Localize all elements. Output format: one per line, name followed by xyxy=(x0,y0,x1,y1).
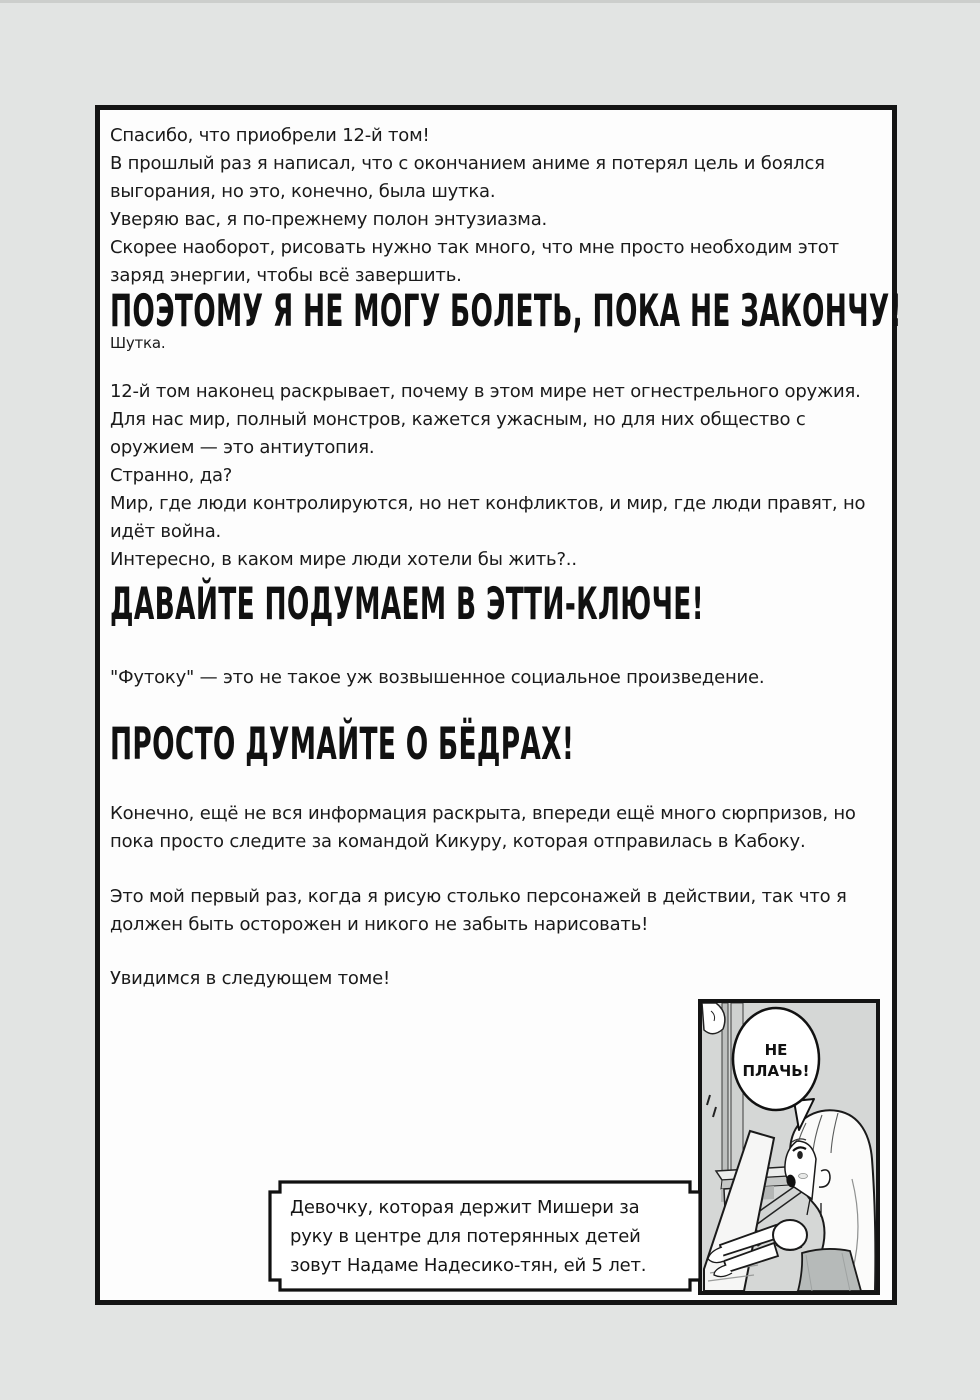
world-paragraphs xyxy=(110,378,890,574)
paragraph: Спасибо, что приобрели 12-й том! xyxy=(110,125,430,146)
paragraph: "Футоку" — это не такое уж возвышенное социальное произведение. xyxy=(110,667,765,688)
puff-sleeve xyxy=(773,1220,807,1250)
bubble-text-line2: ПЛАЧЬ! xyxy=(742,1062,810,1080)
heading-joke-note: Шутка. xyxy=(110,334,166,352)
paragraph: Это мой первый раз, когда я рисую столько персонажей в действии, так что я должен быть осторожен и никого не забыть нарисовать! xyxy=(110,886,847,935)
blush xyxy=(799,1173,808,1178)
paragraph: Увидимся в следующем томе! xyxy=(110,968,390,989)
heading-text: ПРОСТО ДУМАЙТЕ О БЁДРАХ! xyxy=(110,718,575,771)
afterword-content-box xyxy=(95,105,902,1305)
caption-text: Девочку, которая держит Мишери за руку в центре для потерянных детей зовут Надаме Надесико-тян, ей 5 лет. xyxy=(290,1197,647,1276)
paragraph: В прошлый раз я написал, что с окончанием аниме я потерял цель и боялся выгорания, но это, конечно, была шутка. xyxy=(110,153,825,202)
paragraph: Интересно, в каком мире люди хотели бы жить?.. xyxy=(110,549,577,570)
bubble-text-line1: НЕ xyxy=(764,1041,788,1059)
heading-no-sick xyxy=(110,285,980,338)
paragraph: Для нас мир, полный монстров, кажется ужасным, но для них общество с оружием — это антиутопия. xyxy=(110,409,806,458)
paragraph: Скорее наоборот, рисовать нужно так много, что мне просто необходим этот заряд энергии, чтобы всё завершить. xyxy=(110,237,839,286)
caption-box xyxy=(268,1180,702,1292)
spoiler-paragraph xyxy=(110,800,890,856)
manga-panel-art xyxy=(702,1003,876,1291)
heading-text: ПОЭТОМУ Я НЕ МОГУ БОЛЕТЬ, ПОКА НЕ ЗАКОНЧУ! xyxy=(110,285,902,338)
characters-paragraph xyxy=(110,883,890,939)
paragraph: Странно, да? xyxy=(110,465,233,486)
heading-thighs xyxy=(110,718,813,771)
paragraph: 12-й том наконец раскрывает, почему в этом мире нет огнестрельного оружия. xyxy=(110,381,861,402)
closing-line xyxy=(110,965,890,993)
heading-ecchi-key xyxy=(110,578,980,631)
paragraph: Уверяю вас, я по-прежнему полон энтузиазма. xyxy=(110,209,548,230)
paragraph: Мир, где люди контролируются, но нет конфликтов, и мир, где люди правят, но идёт война. xyxy=(110,493,866,542)
page-top-edge xyxy=(0,0,980,3)
manga-panel xyxy=(698,999,880,1295)
intro-paragraphs xyxy=(110,122,890,290)
futoku-paragraph xyxy=(110,664,890,692)
paragraph: Конечно, ещё не вся информация раскрыта, впереди ещё много сюрпризов, но пока просто следите за командой Кикуру, которая отправилась в Кабоку. xyxy=(110,803,856,852)
bodice xyxy=(798,1249,861,1291)
heading-text: ДАВАЙТЕ ПОДУМАЕМ В ЭТТИ-КЛЮЧЕ! xyxy=(110,578,704,631)
eye xyxy=(797,1151,803,1159)
